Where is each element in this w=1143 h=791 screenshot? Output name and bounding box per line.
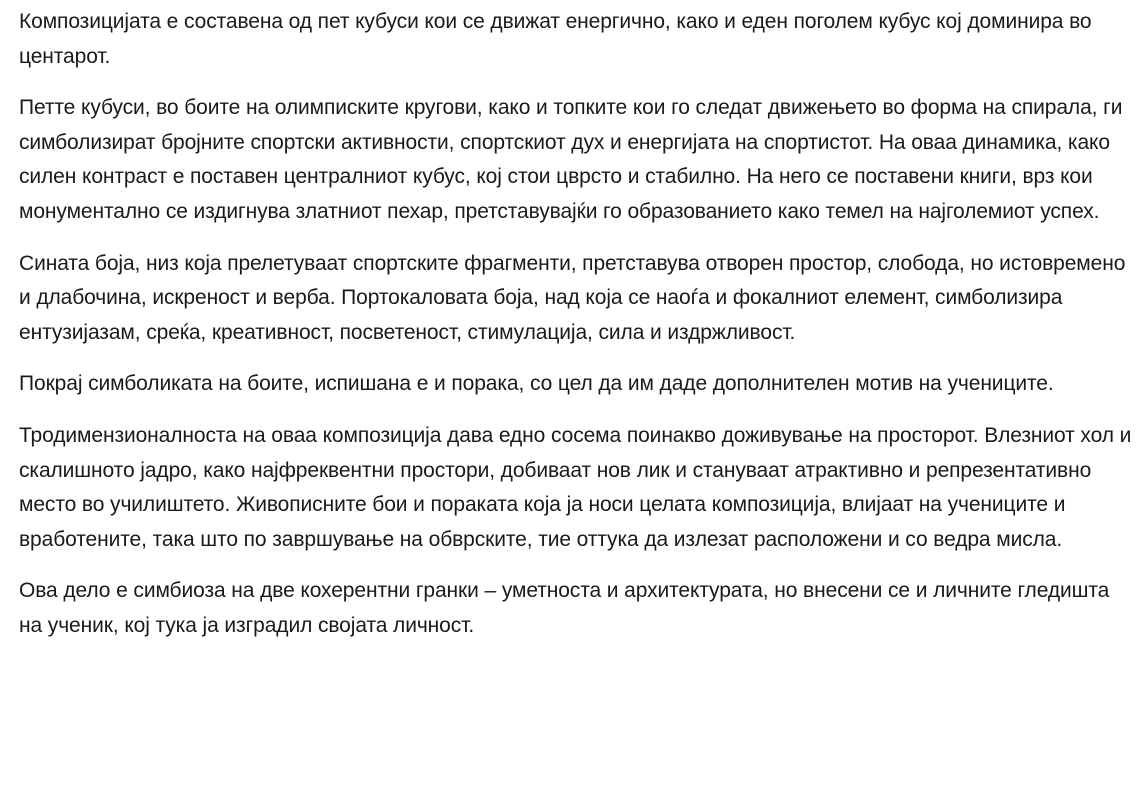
paragraph-1: Композицијата е составена од пет кубуси кои се движат енергично, како и еден поголем кубус кој доминира во центарот. bbox=[19, 10, 1092, 68]
paragraph-3: Сината боја, низ која прелетуваат спортските фрагменти, претставува отворен простор, слобода, но истовремено и длабочина, искреност и верба. Портокаловата боја, над која се наоѓа и фокалниот елемент, симболизира ентузијазам, среќа, креативност, посветеност, стимулација, сила и издржливост. bbox=[19, 251, 1126, 344]
document-body bbox=[19, 5, 1134, 661]
paragraph-6: Ова дело е симбиоза на две кохерентни гранки – уметноста и архитектурата, но внесени се и личните гледишта на ученик, кој тука ја изградил својата личност. bbox=[19, 579, 1110, 637]
paragraph-2: Петте кубуси, во боите на олимписките кругови, како и топките кои го следат движењето во форма на спирала, ги симболизират бројните спортски активности, спортскиот дух и енергијата на спортистот. На оваа динамика, како силен контраст е поставен централниот кубус, кој стои цврсто и стабилно. На него се поставени книги, врз кои монументално се издигнува златниот пехар, претставувајќи го образованието како темел на најголемиот успех. bbox=[19, 96, 1123, 223]
paragraph-5: Тродимензионалноста на оваа композиција дава едно сосема поинакво доживување на просторот. Влезниот хол и скалишното јадро, како најфреквентни простори, добиваат нов лик и стануваат атрактивно и репрезентативно место во училиштето. Живописните бои и пораката која ја носи целата композиција, влијаат на учениците и вработените, така што по завршување на обврските, тие оттука да излезат расположени и со ведра мисла. bbox=[19, 423, 1132, 551]
paragraph-4: Покрај симболиката на боите, испишана е и порака, со цел да им даде дополнителен мотив на учениците. bbox=[19, 372, 1054, 396]
